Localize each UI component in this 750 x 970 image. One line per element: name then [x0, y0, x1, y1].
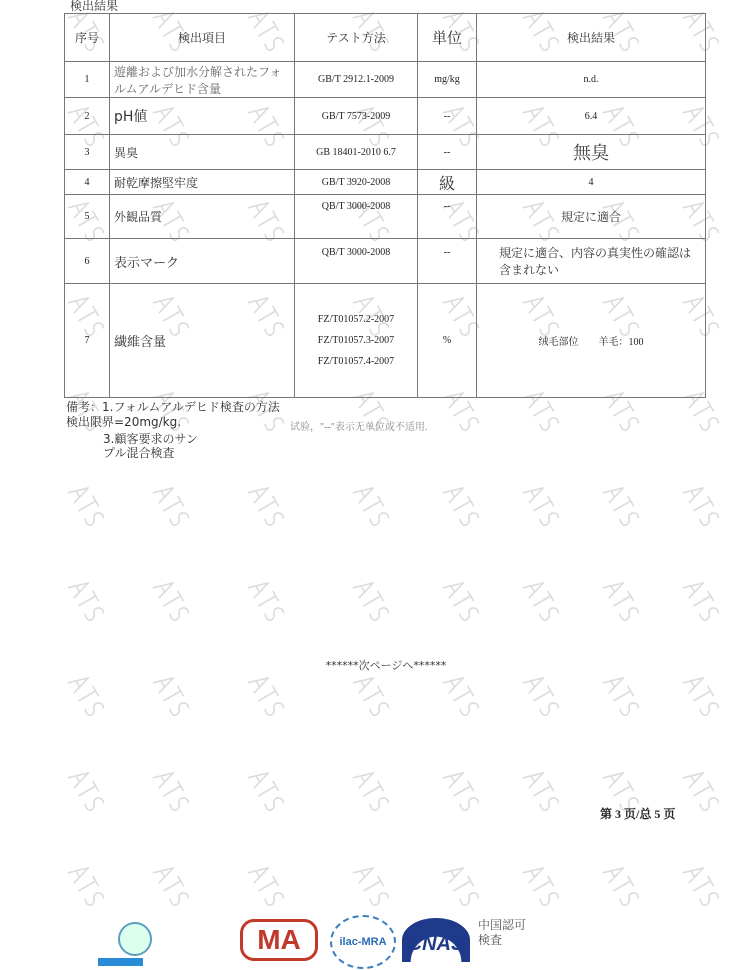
- ats-watermark: [601, 481, 642, 530]
- ats-watermark: [441, 766, 482, 815]
- remark-1: 備考：1.フォルムアルデヒド検査の方法検出限界=20mg/kg.: [66, 400, 280, 429]
- row-item: 繊維含量: [110, 284, 295, 398]
- method-line: FZ/T01057.2-2007: [317, 314, 395, 325]
- row-method: QB/T 3000-2008: [295, 195, 418, 239]
- row-unit: --: [418, 195, 477, 239]
- row-method: [295, 284, 418, 398]
- ats-watermark: [151, 576, 192, 625]
- row-item: 耐乾摩擦堅牢度: [110, 170, 295, 195]
- ats-watermark: [351, 671, 392, 720]
- ats-watermark: [681, 766, 722, 815]
- cma-logo: MA: [240, 919, 318, 961]
- accreditation-line: 中国認可: [478, 918, 527, 932]
- accreditation-text: [478, 918, 526, 948]
- ats-watermark: [681, 576, 722, 625]
- ats-watermark: [681, 671, 722, 720]
- ats-watermark: [66, 861, 107, 910]
- ats-watermark: [521, 481, 562, 530]
- ats-watermark: [521, 766, 562, 815]
- next-page-note: ******次ページへ******: [325, 659, 447, 672]
- row-no: 6: [65, 239, 110, 284]
- row-item: 外観品質: [110, 195, 295, 239]
- ats-watermark: [351, 576, 392, 625]
- accreditation-line: 検査: [478, 933, 503, 947]
- row-result: 無臭: [477, 135, 706, 170]
- page-number: 第 3 页/总 5 页: [600, 807, 676, 821]
- header-unit: 単位: [418, 14, 477, 62]
- ats-watermark: [66, 671, 107, 720]
- table-row: [65, 135, 706, 170]
- row-result: 4: [477, 170, 706, 195]
- row-no: 2: [65, 98, 110, 135]
- ats-watermark: [151, 861, 192, 910]
- row-item: 異臭: [110, 135, 295, 170]
- method-line: FZ/T01057.3-2007: [317, 335, 395, 346]
- row-result: 規定に適合: [477, 195, 706, 239]
- ats-watermark: [351, 861, 392, 910]
- cnas-logo: CNAS: [402, 918, 470, 962]
- ats-watermark: [246, 576, 287, 625]
- row-unit: --: [418, 135, 477, 170]
- ats-logo: [98, 922, 152, 966]
- ilac-mra-logo: ilac-MRA: [330, 915, 396, 969]
- table-row: [65, 62, 706, 98]
- row-item: 遊離および加水分解されたフォルムアルデヒド含量: [110, 62, 295, 98]
- ats-logo-bar: [98, 958, 143, 966]
- table-header: [65, 14, 706, 62]
- ats-watermark: [681, 861, 722, 910]
- ats-watermark: [441, 671, 482, 720]
- ats-watermark: [246, 861, 287, 910]
- header-method: テスト方法: [295, 14, 418, 62]
- row-method: GB/T 7573-2009: [295, 98, 418, 135]
- row-unit: %: [418, 284, 477, 398]
- ats-watermark: [601, 861, 642, 910]
- ats-watermark: [246, 481, 287, 530]
- ats-watermark: [151, 671, 192, 720]
- results-table: [64, 13, 706, 398]
- ats-watermark: [351, 766, 392, 815]
- ats-watermark: [151, 481, 192, 530]
- ats-watermark: [441, 861, 482, 910]
- row-no: 5: [65, 195, 110, 239]
- row-unit: --: [418, 239, 477, 284]
- ats-watermark: [246, 766, 287, 815]
- table-row: [65, 239, 706, 284]
- table-row: [65, 98, 706, 135]
- ats-watermark: [66, 576, 107, 625]
- row-result: 6.4: [477, 98, 706, 135]
- table-row: [65, 170, 706, 195]
- row-result: 規定に適合、内容の真実性の確認は含まれない: [477, 239, 706, 284]
- row-result: n.d.: [477, 62, 706, 98]
- ats-watermark: [601, 671, 642, 720]
- row-result: 绒毛部位 羊毛：100: [477, 284, 706, 398]
- row-unit: mg/kg: [418, 62, 477, 98]
- row-method: GB/T 2912.1-2009: [295, 62, 418, 98]
- header-no: 序号: [65, 14, 110, 62]
- ats-watermark: [441, 576, 482, 625]
- row-item: 表示マーク: [110, 239, 295, 284]
- row-no: 7: [65, 284, 110, 398]
- row-method: QB/T 3000-2008: [295, 239, 418, 284]
- row-no: 4: [65, 170, 110, 195]
- ats-watermark: [681, 481, 722, 530]
- ats-watermark: [521, 861, 562, 910]
- row-item: pH値: [110, 98, 295, 135]
- row-no: 3: [65, 135, 110, 170]
- method-line: FZ/T01057.4-2007: [317, 356, 395, 367]
- table-row: [65, 195, 706, 239]
- ats-watermark: [66, 766, 107, 815]
- table-row: [65, 284, 706, 398]
- ats-watermark: [351, 481, 392, 530]
- ats-watermark: [521, 576, 562, 625]
- header-result: 検出結果: [477, 14, 706, 62]
- row-method: GB 18401-2010 6.7: [295, 135, 418, 170]
- ats-watermark: [66, 481, 107, 530]
- remark-3: 3.顧客要求のサンプル混合検査: [103, 432, 198, 460]
- header-item: 検出項目: [110, 14, 295, 62]
- row-method: GB/T 3920-2008: [295, 170, 418, 195]
- section-title: 検出結果: [70, 0, 119, 13]
- ats-watermark: [246, 671, 287, 720]
- row-unit: 級: [418, 170, 477, 195]
- globe-icon: [118, 922, 152, 956]
- ats-watermark: [521, 671, 562, 720]
- ats-watermark: [601, 576, 642, 625]
- row-unit: --: [418, 98, 477, 135]
- remark-faded: 试验，"--"表示无单位或不适用.: [290, 422, 428, 433]
- row-no: 1: [65, 62, 110, 98]
- ats-watermark: [441, 481, 482, 530]
- ats-watermark: [151, 766, 192, 815]
